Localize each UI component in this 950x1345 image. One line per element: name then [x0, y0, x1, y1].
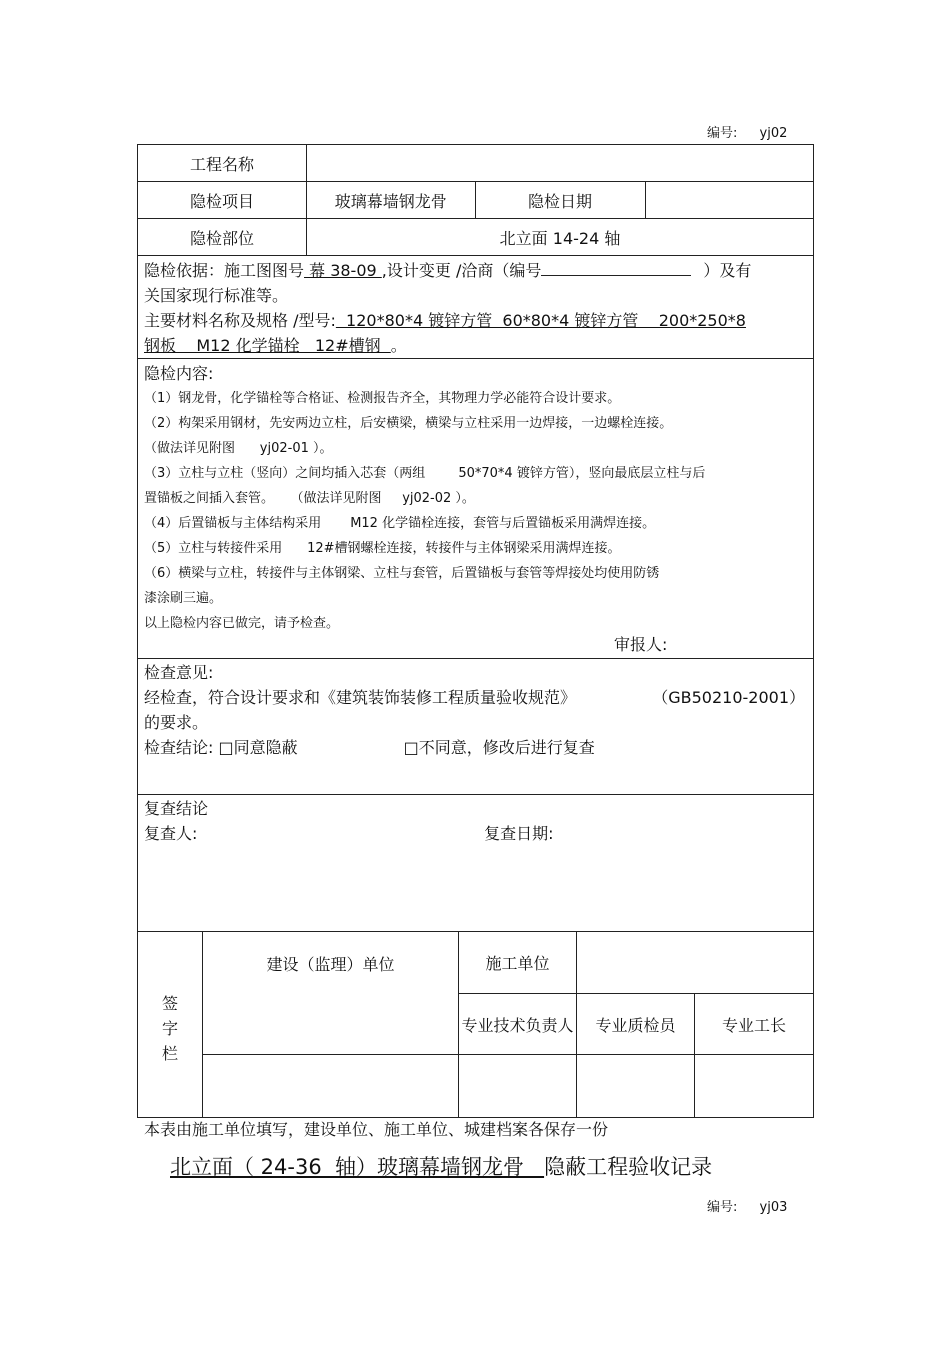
- opinion-heading: 检查意见:: [144, 663, 214, 682]
- basis-mid: ,设计变更 /洽商（编号: [381, 261, 542, 280]
- content-cell: [138, 359, 814, 659]
- change-number-blank: [541, 258, 691, 276]
- basis-prefix: 隐检依据：施工图图号: [144, 261, 305, 280]
- content-line: （1）钢龙骨，化学锚栓等合格证、检测报告齐全，其物理力学必能符合设计要求。: [144, 391, 621, 406]
- content-line: （4）后置锚板与主体结构采用 M12 化学锚栓连接，套管与后置锚板采用满焊连接。: [144, 516, 656, 531]
- content-line: 置锚板之间插入套管。 （做法详见附图 yj02-02 ）。: [144, 491, 475, 506]
- doc-number-value: yj03: [759, 1200, 788, 1215]
- next-record-title: [170, 1151, 712, 1181]
- opinion-text: 经检查，符合设计要求和《建筑装饰装修工程质量验收规范》: [144, 688, 577, 707]
- recheck-person-label: 复查人:: [144, 824, 198, 843]
- content-line: （2）构架采用钢材，先安两边立柱，后安横梁，横梁与立柱采用一边焊接，一边螺栓连接。: [144, 416, 673, 431]
- next-title-part1: 北立面（ 24-36 轴）玻璃幕墙钢龙骨: [170, 1155, 545, 1179]
- content-line: 漆涂刷三遍。: [144, 591, 223, 606]
- recheck-heading: 复查结论: [144, 799, 209, 818]
- tech-lead-label: 专业技术负责人: [459, 994, 577, 1055]
- construction-unit-value[interactable]: [577, 932, 814, 994]
- sign-char: 字: [161, 1019, 178, 1038]
- doc-number-label: 编号:: [707, 1200, 738, 1215]
- sign-column-label: [138, 932, 203, 1118]
- doc-number-label: 编号:: [707, 126, 738, 141]
- materials-end: 。: [390, 336, 407, 355]
- recheck-cell: [138, 795, 814, 932]
- content-line: （3）立柱与立柱（竖向）之间均插入芯套（两组 50*70*4 镀锌方管），竖向最底层立柱与后: [144, 466, 706, 481]
- standard-code: （GB50210-2001）: [652, 688, 806, 707]
- disagree-checkbox[interactable]: □不同意，修改后进行复查: [403, 738, 595, 757]
- item-label: 隐检项目: [138, 182, 307, 219]
- conclusion-label: 检查结论:: [144, 738, 214, 757]
- project-name-value[interactable]: [307, 145, 814, 182]
- materials-prefix: 主要材料名称及规格 /型号:: [144, 311, 336, 330]
- foreman-signature[interactable]: [695, 1055, 814, 1118]
- date-value[interactable]: [645, 182, 813, 218]
- owner-unit-label: 建设（监理）单位: [203, 932, 459, 1055]
- content-line: （5）立柱与转接件采用 12#槽钢螺栓连接，转接件与主体钢梁采用满焊连接。: [144, 541, 621, 556]
- construction-unit-label: 施工单位: [459, 932, 577, 994]
- location-value[interactable]: 北立面 14-24 轴: [307, 219, 814, 256]
- recheck-date-label: 复查日期:: [484, 824, 554, 843]
- basis-suffix: ）及有: [703, 261, 752, 280]
- materials-line-2: [138, 333, 813, 358]
- qc-label: 专业质检员: [577, 994, 695, 1055]
- materials-line-1: [138, 308, 813, 333]
- opinion-cell: [138, 659, 814, 795]
- materials-value-1: 120*80*4 镀锌方管 60*80*4 镀锌方管 200*250*8: [335, 311, 746, 330]
- doc-number-value: yj02: [759, 126, 788, 141]
- drawing-number: 幕 38-09: [304, 261, 382, 280]
- location-label: 隐检部位: [138, 219, 307, 256]
- materials-value-2: 钢板 M12 化学锚栓 12#槽钢: [144, 336, 391, 355]
- footer-note: 本表由施工单位填写，建设单位、施工单位、城建档案各保存一份: [144, 1120, 609, 1139]
- date-label: 隐检日期: [475, 182, 645, 218]
- project-name-label: 工程名称: [138, 145, 307, 182]
- sign-char: 栏: [161, 1044, 178, 1063]
- content-line: （6）横梁与立柱，转接件与主体钢梁、立柱与套管，后置锚板与套管等焊接处均使用防锈: [144, 566, 660, 581]
- content-heading: 隐检内容:: [144, 364, 214, 383]
- item-value[interactable]: 玻璃幕墙钢龙骨: [307, 182, 475, 218]
- opinion-line-2: 的要求。: [144, 713, 209, 732]
- basis-materials-cell: [138, 256, 814, 359]
- foreman-label: 专业工长: [695, 994, 814, 1055]
- inspection-form: [137, 144, 814, 1118]
- basis-line-1: [138, 258, 813, 283]
- recheck-line: [138, 821, 813, 846]
- content-line: 以上隐检内容已做完，请予检查。: [144, 616, 340, 631]
- tech-lead-signature[interactable]: [459, 1055, 577, 1118]
- content-line: （做法详见附图 yj02-01 ）。: [144, 441, 333, 456]
- opinion-line-1: [138, 685, 813, 710]
- agree-checkbox[interactable]: □同意隐蔽: [218, 738, 298, 757]
- qc-signature[interactable]: [577, 1055, 695, 1118]
- doc-number-top: [707, 122, 787, 141]
- owner-signature[interactable]: [203, 1055, 459, 1118]
- reporter-label: 审报人:: [614, 635, 668, 654]
- basis-line-2: 关国家现行标准等。: [144, 286, 289, 305]
- next-title-part2: 隐蔽工程验收记录: [544, 1155, 713, 1179]
- sign-char: 签: [161, 994, 178, 1013]
- doc-number-bottom: [707, 1196, 787, 1215]
- conclusion-line: [138, 735, 813, 760]
